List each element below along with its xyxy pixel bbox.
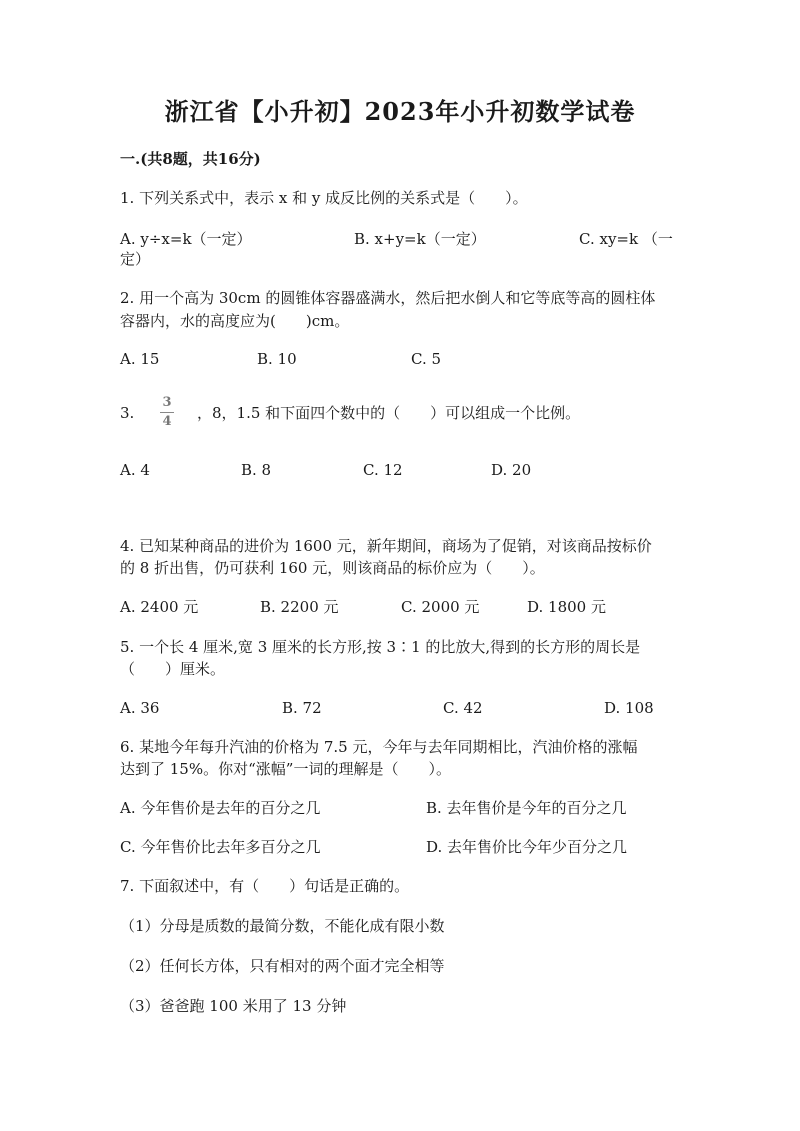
question-3-number: 3. xyxy=(120,404,135,422)
question-7-text: 7. 下面叙述中，有（ ）句话是正确的。 xyxy=(120,877,410,895)
question-1-text: 1. 下列关系式中，表示 x 和 y 成反比例的关系式是（ ）。 xyxy=(120,189,528,207)
section-heading: 一.(共8题，共16分) xyxy=(120,150,261,168)
question-6-option-b: B. 去年售价是今年的百分之几 xyxy=(426,799,627,817)
question-3-text: ，8，1.5 和下面四个数中的（ ）可以组成一个比例。 xyxy=(197,404,581,422)
fraction-bar xyxy=(160,412,174,413)
question-1-option-b: B. x+y=k（一定） xyxy=(354,230,486,248)
question-6-option-c: C. 今年售价比去年多百分之几 xyxy=(120,838,321,856)
question-5-line-2: （ ）厘米。 xyxy=(120,660,226,678)
question-2-line-2: 容器内，水的高度应为( )cm。 xyxy=(120,312,350,330)
question-4-line-1: 4. 已知某种商品的进价为 1600 元，新年期间，商场为了促销，对该商品按标价 xyxy=(120,537,652,555)
question-1-option-a: A. y÷x=k（一定） xyxy=(120,230,252,248)
question-2-line-1: 2. 用一个高为 30cm 的圆锥体容器盛满水，然后把水倒人和它等底等高的圆柱体 xyxy=(120,289,656,307)
question-7-statement-2: （2）任何长方体，只有相对的两个面才完全相等 xyxy=(120,957,445,975)
question-4-option-c: C. 2000 元 xyxy=(401,598,480,616)
fraction-numerator: 3 xyxy=(162,395,172,410)
question-4-option-d: D. 1800 元 xyxy=(527,598,606,616)
question-2-option-b: B. 10 xyxy=(257,350,297,368)
question-6-line-2: 达到了 15%。你对“涨幅”一词的理解是（ ）。 xyxy=(120,760,451,778)
question-4-line-2: 的 8 折出售，仍可获利 160 元，则该商品的标价应为（ ）。 xyxy=(120,559,545,577)
fraction-three-quarters xyxy=(160,395,174,430)
question-5-option-a: A. 36 xyxy=(120,699,160,717)
question-7-statement-1: （1）分母是质数的最简分数，不能化成有限小数 xyxy=(120,917,445,935)
question-2-option-c: C. 5 xyxy=(411,350,442,368)
question-3-option-d: D. 20 xyxy=(491,461,532,479)
question-4-option-a: A. 2400 元 xyxy=(120,598,199,616)
question-5-option-b: B. 72 xyxy=(282,699,322,717)
question-6-option-a: A. 今年售价是去年的百分之几 xyxy=(120,799,321,817)
question-1-option-c-continued: 定） xyxy=(120,250,151,268)
exam-title: 浙江省【小升初】2023年小升初数学试卷 xyxy=(164,97,636,126)
question-5-option-d: D. 108 xyxy=(604,699,654,717)
question-7-statement-3: （3）爸爸跑 100 米用了 13 分钟 xyxy=(120,997,347,1015)
question-3-option-a: A. 4 xyxy=(120,461,150,479)
question-6-line-1: 6. 某地今年每升汽油的价格为 7.5 元，今年与去年同期相比，汽油价格的涨幅 xyxy=(120,738,638,756)
question-5-option-c: C. 42 xyxy=(443,699,483,717)
question-3-option-b: B. 8 xyxy=(241,461,272,479)
question-2-option-a: A. 15 xyxy=(120,350,160,368)
question-5-line-1: 5. 一个长 4 厘米,宽 3 厘米的长方形,按 3∶1 的比放大,得到的长方形的周长是 xyxy=(120,638,641,656)
question-3-option-c: C. 12 xyxy=(363,461,403,479)
fraction-denominator: 4 xyxy=(162,414,172,429)
question-1-option-c: C. xy=k （一 xyxy=(579,230,673,248)
question-4-option-b: B. 2200 元 xyxy=(260,598,339,616)
question-6-option-d: D. 去年售价比今年少百分之几 xyxy=(426,838,628,856)
